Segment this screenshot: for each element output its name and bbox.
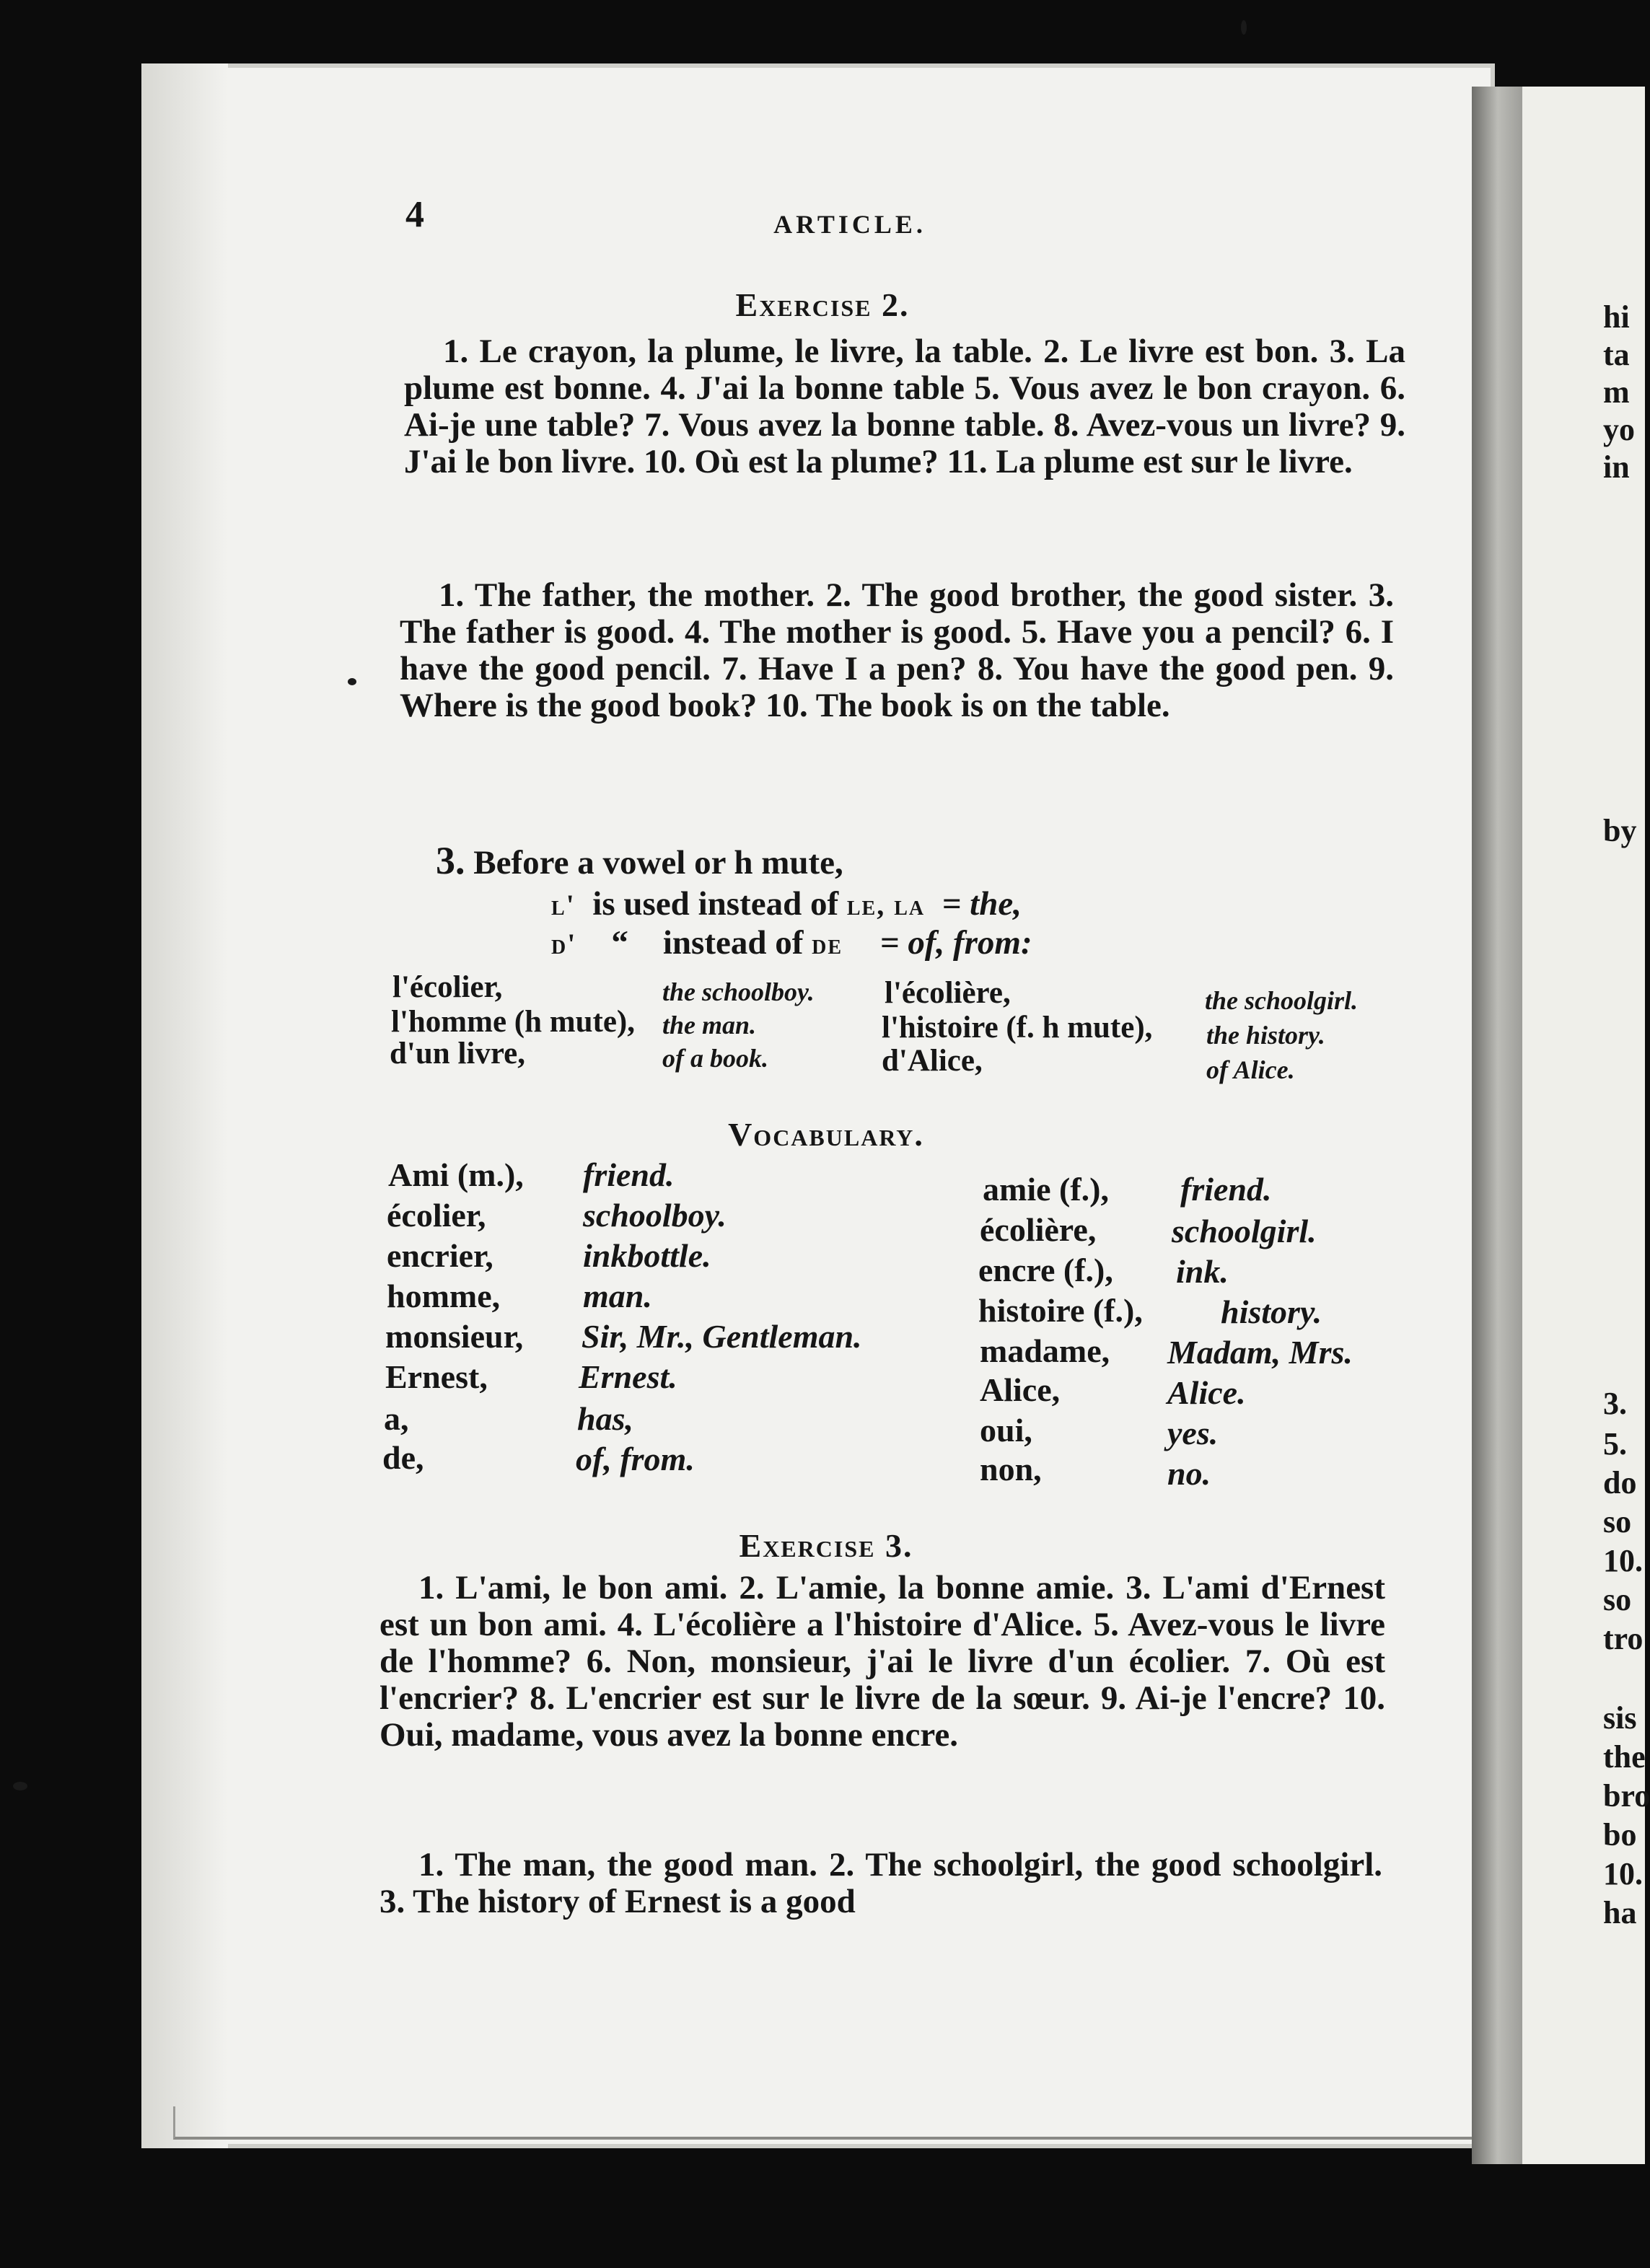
vocab-word: non,	[980, 1451, 1042, 1487]
facing-fragment: 3.	[1603, 1386, 1627, 1421]
page-number: 4	[405, 194, 424, 235]
example-english: the man.	[662, 1011, 757, 1040]
exercise-2-french	[404, 333, 1405, 480]
vocab-meaning: Sir, Mr., Gentleman.	[582, 1318, 862, 1355]
facing-fragment: bo	[1603, 1817, 1637, 1852]
vocabulary-heading-text: Vocabulary.	[728, 1116, 924, 1153]
vocab-word: amie (f.),	[983, 1171, 1109, 1208]
rule-3-number: 3.	[436, 839, 465, 882]
exercise-2-english	[400, 577, 1394, 724]
rule-3-row-2-gloss: = of, from:	[879, 924, 1032, 962]
vocab-word: encre (f.),	[978, 1252, 1113, 1288]
rule-3-intro	[436, 838, 843, 883]
example-english: of Alice.	[1206, 1055, 1295, 1084]
vocab-meaning: Alice.	[1167, 1374, 1246, 1411]
vocabulary-heading	[0, 1115, 1645, 1153]
facing-fragment: ta	[1603, 337, 1630, 372]
vocab-word: madame,	[980, 1332, 1110, 1369]
vocab-meaning: has,	[577, 1400, 633, 1437]
vocab-word: de,	[382, 1439, 424, 1476]
exercise-3-heading-text: Exercise 3.	[739, 1527, 913, 1564]
vocab-meaning: no.	[1167, 1455, 1211, 1492]
ditto-mark: “	[611, 924, 628, 962]
vocab-meaning: of, from.	[576, 1441, 695, 1477]
example-french: d'un livre,	[390, 1037, 525, 1071]
rule-3-row-2	[551, 923, 1032, 962]
exercise-3-french-text: 1. L'ami, le bon ami. 2. L'amie, la bonne amie. 3. L'ami d'Ernest est un bon ami. 4. L'écolière a l'histoire d'Alice. 5. Avez-vous le livre de l'homme? 6. Non, monsieur, j'ai le livre d'un écolier. 7. Où est l'encrier? 8. L'encrier est sur le livre de la sœur. 9. Ai-je l'encre? 10. Oui, madame, vous avez la bonne encre.	[379, 1569, 1385, 1754]
vocab-word: oui,	[980, 1412, 1032, 1449]
rule-3-row-2-text: instead of	[662, 924, 804, 962]
facing-fragment: 10.	[1603, 1543, 1643, 1578]
page-bottom-edge	[173, 2106, 1496, 2140]
facing-fragment: so	[1603, 1504, 1632, 1539]
exercise-3-english-text: 1. The man, the good man. 2. The schoolgirl, the good schoolgirl. 3. The history of Ernest is a good	[379, 1846, 1382, 1920]
vocab-meaning: Ernest.	[579, 1358, 677, 1395]
facing-fragment: hi	[1603, 299, 1630, 335]
vocab-meaning: inkbottle.	[583, 1237, 711, 1274]
vocab-meaning: friend.	[1180, 1171, 1272, 1208]
vocab-meaning: history.	[1221, 1293, 1322, 1330]
facing-fragment: yo	[1603, 412, 1635, 447]
example-french: l'homme (h mute),	[391, 1005, 635, 1039]
example-english: of a book.	[662, 1044, 768, 1073]
vocab-meaning: friend.	[583, 1156, 675, 1193]
facing-fragment: the	[1603, 1739, 1646, 1775]
rule-3-row-1-text: is used instead of	[592, 885, 839, 923]
facing-fragment: 5.	[1603, 1426, 1627, 1462]
vocab-word: écolier,	[387, 1197, 486, 1234]
example-english: the history.	[1206, 1021, 1325, 1050]
vocab-meaning: schoolboy.	[583, 1197, 727, 1234]
vocab-meaning: man.	[583, 1278, 652, 1314]
vocab-word: Ami (m.),	[388, 1156, 524, 1193]
elided-de-form: d'	[551, 928, 577, 960]
vocab-meaning: Madam, Mrs.	[1167, 1334, 1353, 1371]
example-french: d'Alice,	[882, 1044, 983, 1078]
facing-fragment: in	[1603, 449, 1630, 485]
facing-fragment: do	[1603, 1465, 1637, 1500]
rule-3-row-1-gloss: = the,	[942, 885, 1022, 923]
elided-article-form: l'	[551, 889, 576, 921]
vocab-word: homme,	[387, 1278, 501, 1314]
ink-speck	[348, 678, 356, 685]
vocab-word: Ernest,	[385, 1358, 488, 1395]
exercise-3-english	[379, 1847, 1382, 1920]
exercise-3-heading	[0, 1526, 1645, 1565]
running-head: ARTICLE.	[773, 210, 926, 239]
facing-fragment: by	[1603, 813, 1637, 848]
example-french: l'écolière,	[885, 976, 1011, 1010]
full-article-forms: le, la	[846, 889, 926, 921]
vocab-word: monsieur,	[385, 1318, 524, 1355]
exercise-3-french	[379, 1570, 1385, 1754]
ink-speck	[13, 1782, 27, 1790]
vocab-word: encrier,	[387, 1237, 493, 1274]
vocab-word: histoire (f.),	[978, 1292, 1143, 1329]
rule-3-row-1	[551, 884, 1022, 923]
facing-fragment: so	[1603, 1582, 1632, 1617]
facing-fragment: 10.	[1603, 1856, 1643, 1891]
rule-3-intro-text: Before a vowel or h mute,	[473, 844, 843, 882]
vocab-word: Alice,	[980, 1371, 1061, 1408]
vocab-meaning: ink.	[1176, 1253, 1229, 1290]
facing-fragment: m	[1603, 374, 1630, 410]
example-french: l'histoire (f. h mute),	[882, 1011, 1153, 1045]
example-english: the schoolgirl.	[1205, 986, 1359, 1015]
exercise-2-english-text: 1. The father, the mother. 2. The good brother, the good sister. 3. The father is good. 4. The mother is good. 5. Have you a pencil? 6. I have the good pencil. 7. Have I a pen? 8. You have the good pen. 9. Where is the good book? 10. The book is on the table.	[400, 576, 1394, 724]
facing-fragment: tro	[1603, 1621, 1644, 1656]
facing-fragment: ha	[1603, 1895, 1637, 1930]
facing-fragment: sis	[1603, 1700, 1637, 1736]
vocab-word: a,	[384, 1400, 409, 1437]
exercise-2-heading	[0, 286, 1645, 324]
exercise-2-heading-text: Exercise 2.	[735, 286, 910, 323]
full-de-form: de	[812, 928, 843, 960]
example-french: l'écolier,	[392, 970, 503, 1004]
ink-speck	[1241, 20, 1247, 35]
vocab-word: écolière,	[980, 1211, 1097, 1248]
exercise-2-french-text: 1. Le crayon, la plume, le livre, la table. 2. Le livre est bon. 3. La plume est bonne. 4. J'ai la bonne table 5. Vous avez le bon crayon. 6. Ai-je une table? 7. Vous avez la bonne table. 8. Avez-vous un livre? 9. J'ai le bon livre. 10. Où est la plume? 11. La plume est sur le livre.	[404, 333, 1405, 480]
facing-fragment: bro	[1603, 1778, 1650, 1814]
vocab-meaning: schoolgirl.	[1172, 1213, 1317, 1249]
vocab-meaning: yes.	[1167, 1415, 1219, 1451]
page-left-edge	[141, 63, 228, 2148]
example-english: the schoolboy.	[662, 977, 815, 1006]
